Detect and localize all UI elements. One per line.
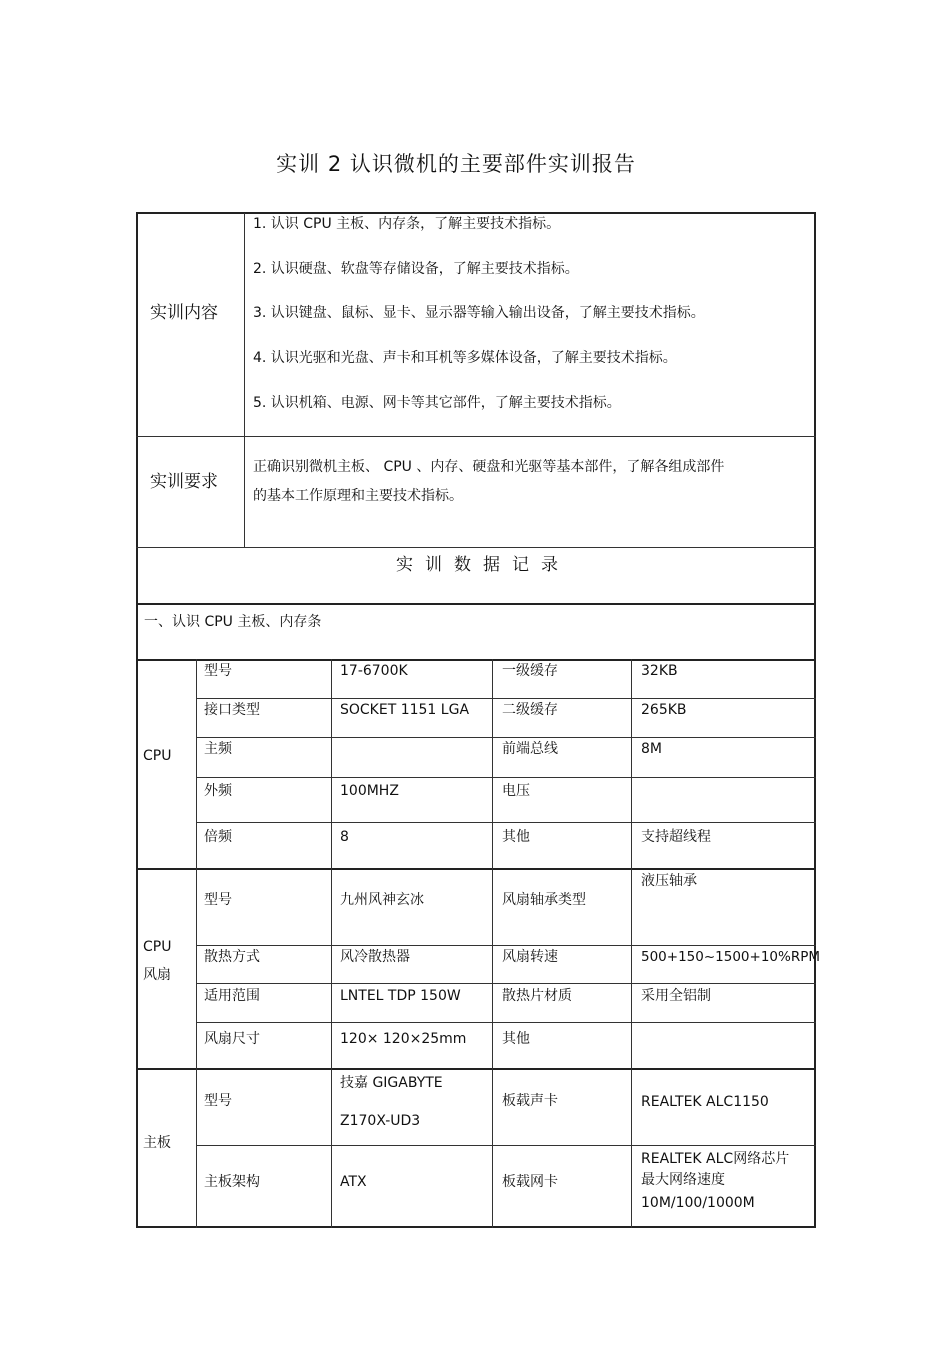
rule — [331, 659, 332, 1228]
board-cell: Z170X-UD3 — [340, 1113, 421, 1129]
cpu-cell: 17-6700K — [340, 663, 408, 679]
cpu-cell: 前端总线 — [502, 741, 558, 757]
fan-cell: 适用范围 — [204, 988, 260, 1004]
fan-cell: 九州风神玄冰 — [340, 892, 424, 908]
cpu-cell: 8 — [340, 829, 349, 845]
section-title: 一、认识 CPU 主板、内存条 — [144, 614, 322, 630]
board-cell: 主板架构 — [204, 1174, 260, 1190]
rule — [196, 698, 816, 699]
cpu-cell: 电压 — [502, 783, 530, 799]
content-item: 5. 认识机箱、电源、网卡等其它部件，了解主要技术指标。 — [253, 395, 621, 411]
fan-cell: 120× 120×25mm — [340, 1031, 467, 1047]
cpu-cell: 265KB — [641, 702, 687, 718]
fan-cell: LNTEL TDP 150W — [340, 988, 461, 1004]
rule — [631, 659, 632, 1228]
fan-group-label: 风扇 — [143, 967, 171, 983]
rule — [196, 945, 816, 946]
requirement-text: 正确识别微机主板、 CPU 、内存、硬盘和光驱等基本部件，了解各组成部件 — [253, 459, 725, 475]
cpu-cell: 接口类型 — [204, 702, 260, 718]
fan-cell: 风扇转速 — [502, 949, 558, 965]
fan-cell: 散热片材质 — [502, 988, 572, 1004]
rule — [136, 1068, 816, 1070]
board-cell: 最大网络速度 — [641, 1172, 725, 1188]
cpu-cell: 主频 — [204, 741, 232, 757]
rule — [244, 213, 245, 548]
fan-cell: 风扇轴承类型 — [502, 892, 586, 908]
rule — [136, 436, 816, 437]
rule — [196, 1022, 816, 1023]
rule — [196, 822, 816, 823]
content-item: 2. 认识硬盘、软盘等存储设备，了解主要技术指标。 — [253, 261, 579, 277]
content-item: 3. 认识键盘、鼠标、显卡、显示器等输入输出设备，了解主要技术指标。 — [253, 305, 705, 321]
cpu-cell: 二级缓存 — [502, 702, 558, 718]
page-title: 实训 2 认识微机的主要部件实训报告 — [276, 152, 636, 176]
cpu-cell: 32KB — [641, 663, 678, 679]
content-label: 实训内容 — [150, 303, 218, 323]
cpu-cell: SOCKET 1151 LGA — [340, 702, 470, 718]
rule — [196, 1145, 816, 1146]
board-cell: 技嘉 GIGABYTE — [340, 1075, 443, 1091]
rule — [196, 659, 197, 1228]
content-item: 4. 认识光驱和光盘、声卡和耳机等多媒体设备，了解主要技术指标。 — [253, 350, 677, 366]
cpu-cell: 型号 — [204, 663, 232, 679]
fan-cell: 散热方式 — [204, 949, 260, 965]
board-cell: 板载声卡 — [502, 1093, 558, 1109]
rule — [136, 868, 816, 870]
board-cell: 型号 — [204, 1093, 232, 1109]
rule — [136, 547, 816, 548]
cpu-group-label: CPU — [143, 748, 172, 764]
rule — [196, 983, 816, 984]
rule — [492, 659, 493, 1228]
board-cell: ATX — [340, 1174, 367, 1190]
rule — [136, 603, 816, 605]
board-group-label: 主板 — [143, 1135, 171, 1151]
record-header: 实训数据记录 — [396, 555, 570, 575]
fan-cell: 采用全铝制 — [641, 988, 711, 1004]
requirement-label: 实训要求 — [150, 472, 218, 492]
cpu-cell: 100MHZ — [340, 783, 399, 799]
board-cell: REALTEK ALC网络芯片 — [641, 1151, 790, 1167]
board-cell: REALTEK ALC1150 — [641, 1094, 769, 1110]
rule — [196, 737, 816, 738]
rule — [136, 659, 816, 661]
cpu-cell: 倍频 — [204, 829, 232, 845]
board-cell: 板载网卡 — [502, 1174, 558, 1190]
fan-cell: 液压轴承 — [641, 873, 697, 889]
fan-cell: 风扇尺寸 — [204, 1031, 260, 1047]
cpu-cell: 8M — [641, 741, 662, 757]
fan-group-label: CPU — [143, 939, 172, 955]
cpu-cell: 其他 — [502, 829, 530, 845]
content-item: 1. 认识 CPU 主板、内存条，了解主要技术指标。 — [253, 216, 561, 232]
cpu-cell: 外频 — [204, 783, 232, 799]
board-cell: 10M/100/1000M — [641, 1195, 755, 1211]
fan-cell: 其他 — [502, 1031, 530, 1047]
fan-cell: 型号 — [204, 892, 232, 908]
rule — [196, 777, 816, 778]
fan-cell: 500+150~1500+10%RPM — [641, 949, 821, 965]
cpu-cell: 一级缓存 — [502, 663, 558, 679]
requirement-text: 的基本工作原理和主要技术指标。 — [253, 488, 463, 504]
fan-cell: 风冷散热器 — [340, 949, 410, 965]
cpu-cell: 支持超线程 — [641, 829, 711, 845]
